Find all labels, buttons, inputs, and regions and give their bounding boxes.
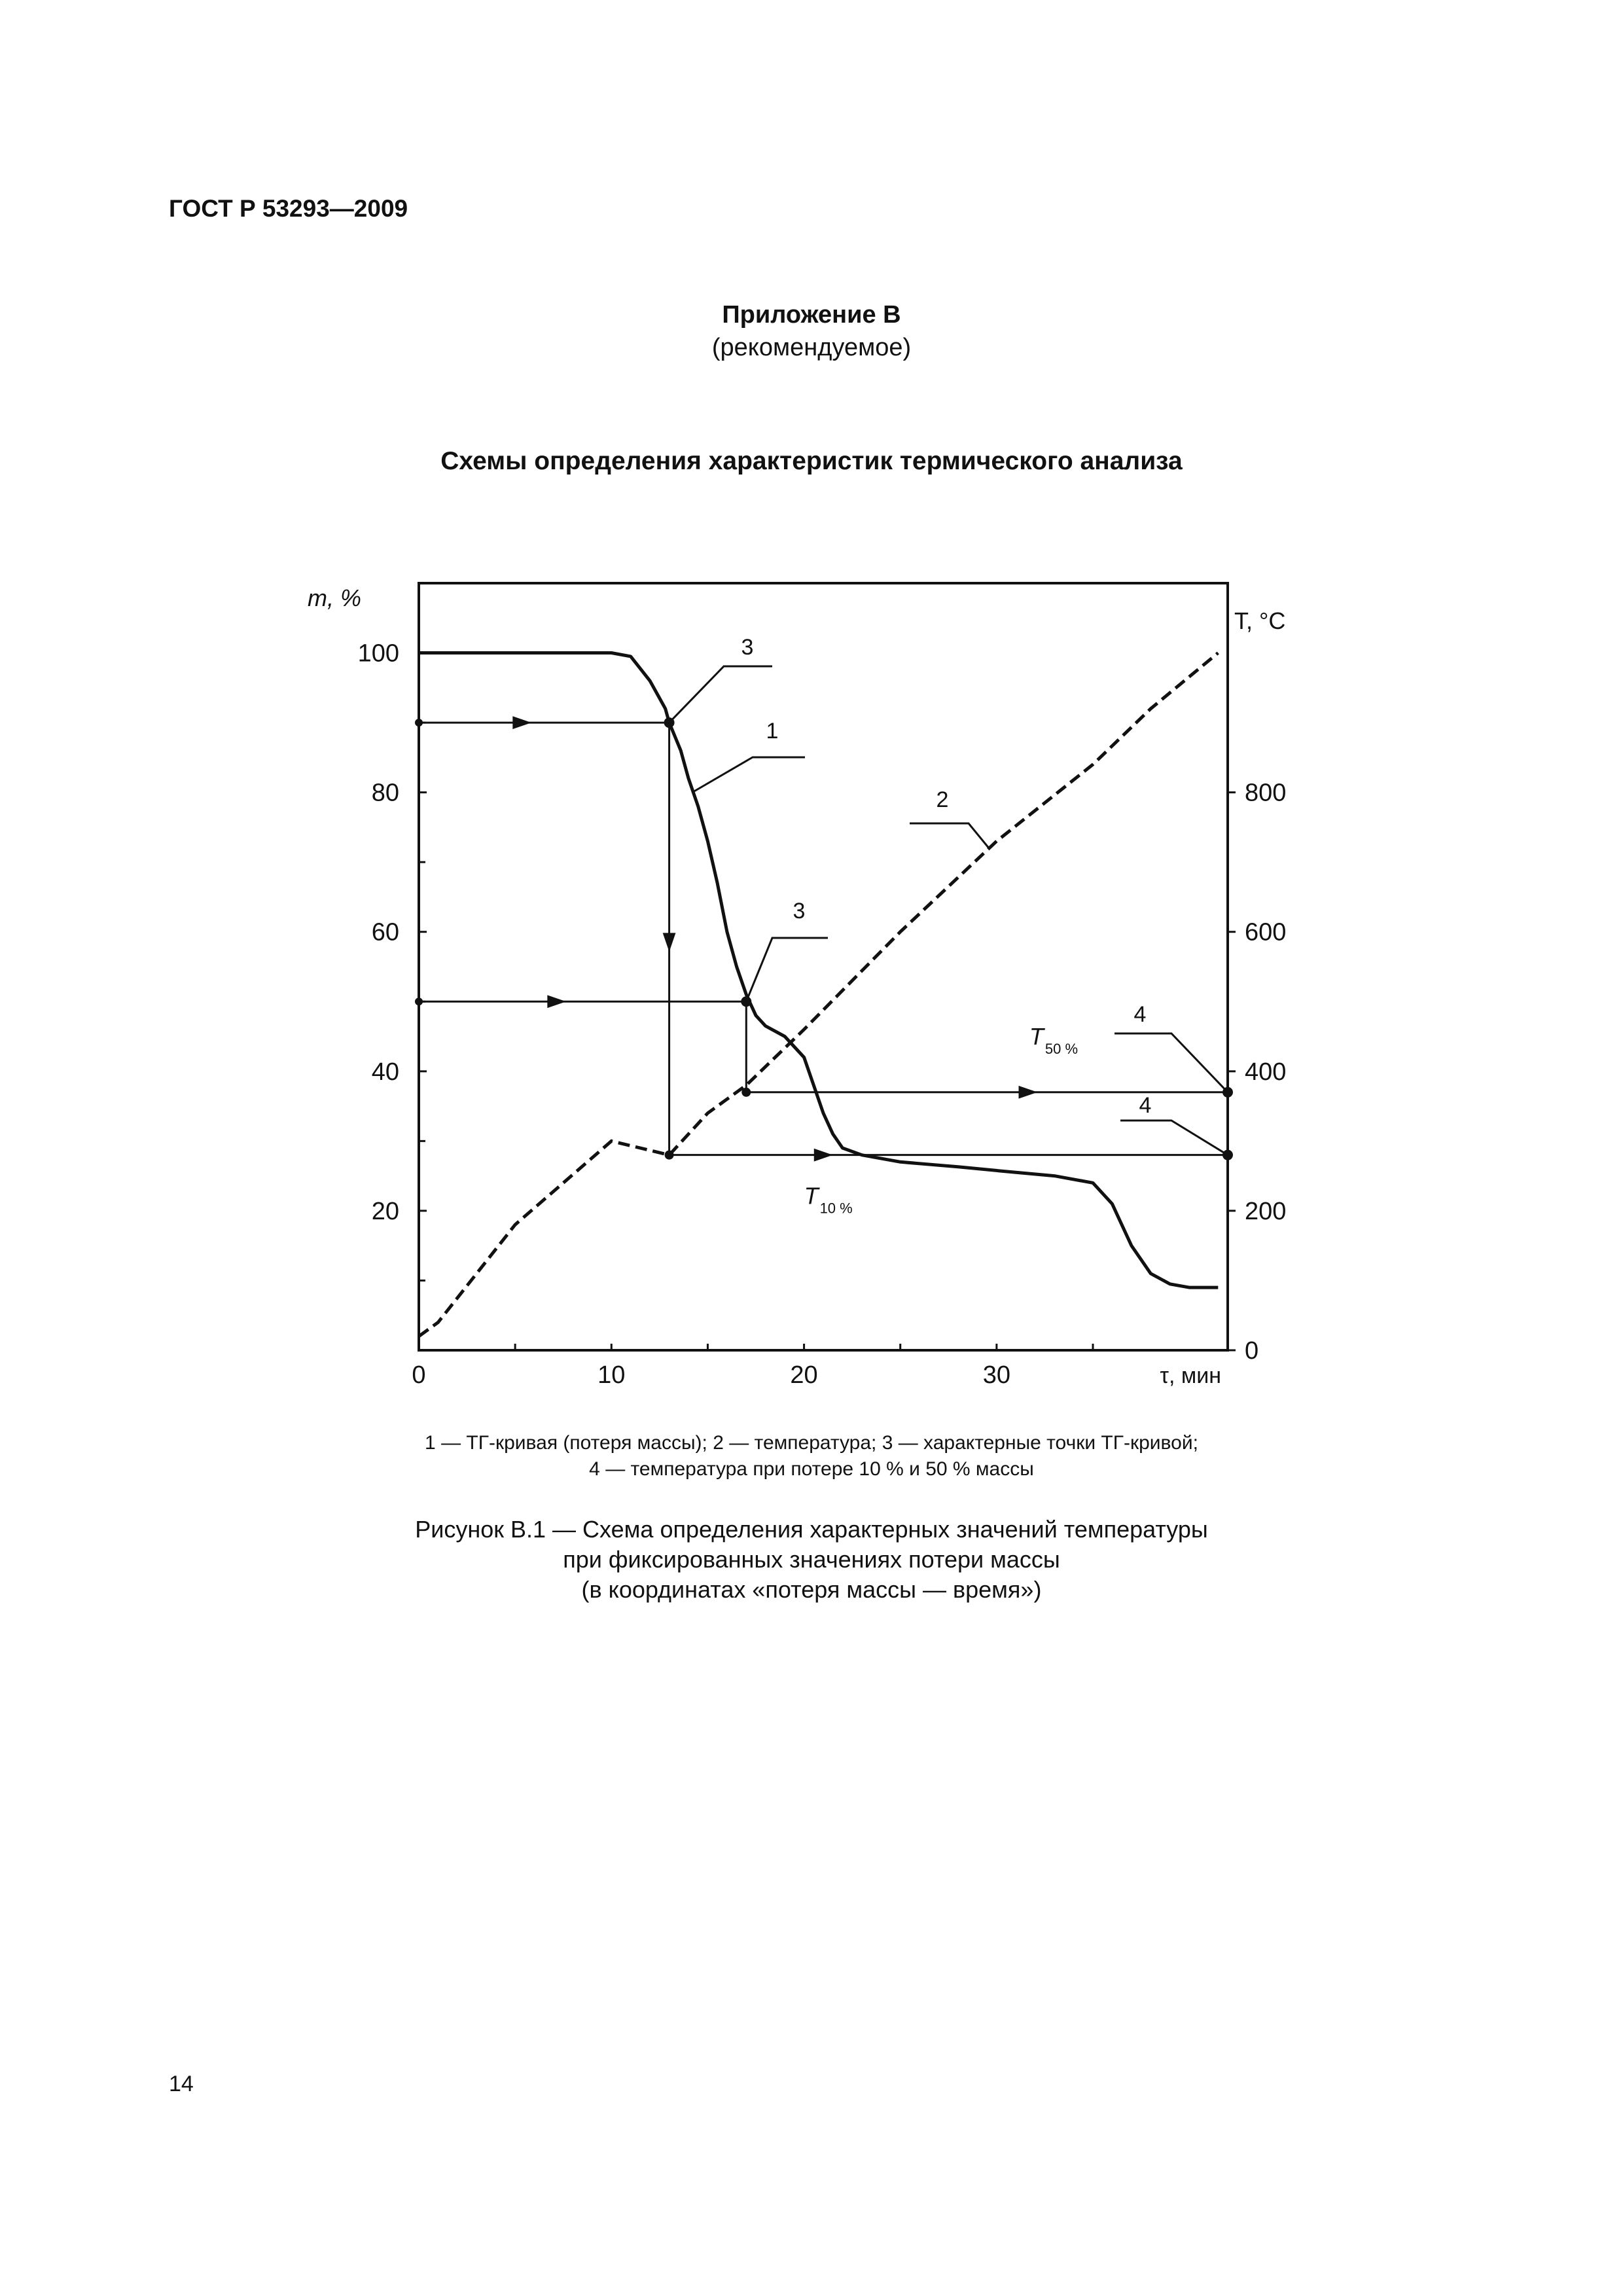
temperature-annotation-1: T — [1029, 1022, 1044, 1050]
construction-arrow-h2-0 — [814, 1149, 833, 1162]
construction-start-dot-0 — [415, 719, 423, 726]
y-left-tick-label-1: 40 — [371, 1058, 399, 1086]
x-tick-label-0: 0 — [412, 1361, 426, 1389]
y-left-tick-label-3: 80 — [371, 779, 399, 807]
leader-line-1 — [692, 757, 805, 793]
temperature-annotation-subscript-0: 10 % — [819, 1200, 853, 1217]
y-left-tick-label-0: 20 — [371, 1197, 399, 1225]
section-title: Схемы определения характеристик термического анализа — [440, 447, 1183, 475]
construction-arrow-h2-1 — [1018, 1086, 1037, 1099]
temperature-annotation-subscript-1: 50 % — [1044, 1040, 1079, 1057]
y-left-tick-label-2: 60 — [371, 918, 399, 946]
construction-arrow-h-0 — [512, 716, 531, 729]
y-right-axis-label: T, °C — [1234, 607, 1286, 634]
y-left-tick-label-4: 100 — [357, 639, 399, 668]
legend-line-1 — [0, 1432, 1623, 1454]
legend-line-2 — [0, 1458, 1623, 1480]
leader-marker-2: 2 — [936, 787, 949, 812]
appendix-title: Приложение В — [722, 301, 901, 329]
construction-start-dot-1 — [415, 997, 423, 1005]
x-tick-label-3: 30 — [982, 1361, 1010, 1389]
caption-line-2: при фиксированных значениях потери массы — [563, 1546, 1060, 1573]
leader-line-3 — [746, 938, 828, 1001]
construction-arrow-h-1 — [547, 995, 566, 1008]
y-left-axis-label: m, % — [308, 584, 362, 611]
appendix-subtitle: (рекомендуемое) — [711, 334, 912, 361]
temperature-annotation-0: T — [804, 1182, 819, 1210]
leader-line-2 — [910, 823, 989, 848]
legend-line-1-text: 1 — ТГ-кривая (потеря массы); 2 — температура; 3 — характерные точки ТГ-кривой; — [425, 1432, 1198, 1454]
y-right-tick-label-3: 600 — [1245, 918, 1287, 946]
series-tg-curve — [419, 653, 1218, 1288]
leader-marker-0: 3 — [741, 635, 754, 660]
leader-line-5 — [1120, 1121, 1228, 1155]
leader-marker-3: 3 — [793, 899, 806, 924]
leader-marker-4: 4 — [1133, 1002, 1147, 1027]
y-right-tick-label-1: 200 — [1245, 1197, 1287, 1225]
legend-line-2-text: 4 — температура при потере 10 % и 50 % массы — [589, 1458, 1034, 1480]
page-number: 14 — [169, 2072, 194, 2096]
series-temperature-curve — [419, 653, 1218, 1336]
leader-line-4 — [1115, 1033, 1228, 1092]
y-right-tick-label-4: 800 — [1245, 779, 1287, 807]
leader-marker-1: 1 — [766, 719, 779, 744]
standard-id: ГОСТ Р 53293—2009 — [169, 195, 408, 222]
caption-line-3: (в координатах «потеря массы — время») — [581, 1576, 1042, 1603]
plot-frame — [419, 583, 1228, 1350]
x-axis-label: τ, мин — [1160, 1363, 1221, 1388]
construction-arrow-v-0 — [663, 933, 676, 952]
y-right-tick-label-0: 0 — [1245, 1337, 1259, 1365]
caption-line-1: Рисунок В.1 — Схема определения характерных значений температуры — [415, 1516, 1208, 1543]
y-right-tick-label-2: 400 — [1245, 1058, 1287, 1086]
x-tick-label-2: 20 — [790, 1361, 818, 1389]
x-tick-label-1: 10 — [597, 1361, 626, 1389]
leader-marker-5: 4 — [1139, 1093, 1152, 1118]
leader-line-0 — [669, 666, 772, 723]
